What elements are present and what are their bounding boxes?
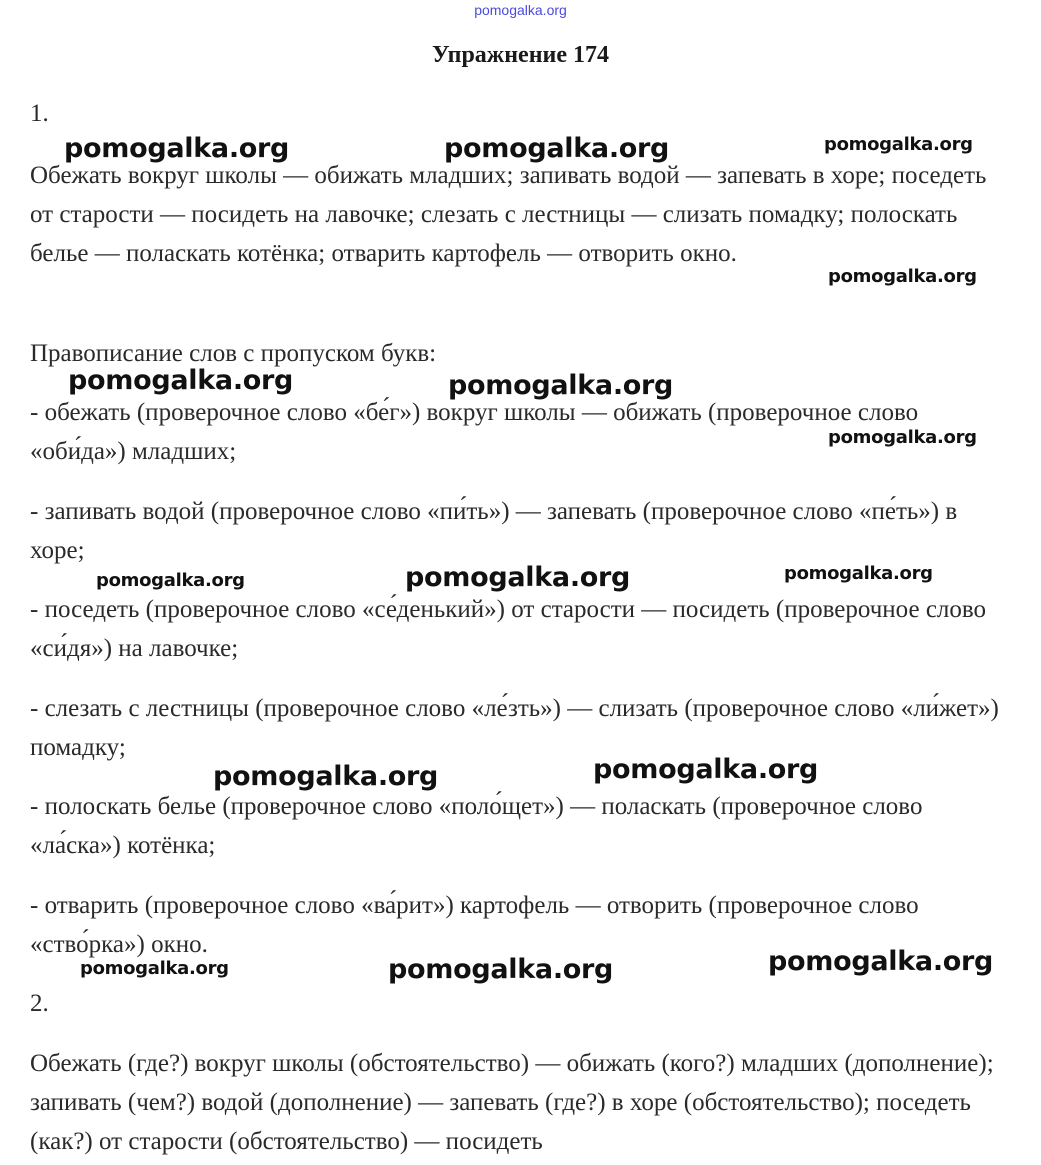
- watermark: pomogalka.org: [388, 954, 614, 985]
- paragraph-check-zapivat: - запивать водой (проверочное слово «пи́ть») — запевать (проверочное слово «пе́ть») в хоре;: [30, 498, 958, 564]
- watermark: pomogalka.org: [593, 754, 819, 785]
- watermark: pomogalka.org: [824, 134, 973, 155]
- paragraph-check-obezhat: - обежать (проверочное слово «бе́г») вокруг школы — обижать (проверочное слово «оби́да») младших;: [30, 399, 919, 465]
- watermark: pomogalka.org: [784, 563, 933, 584]
- watermark: pomogalka.org: [444, 133, 670, 164]
- watermark: pomogalka.org: [64, 133, 290, 164]
- page-title: Упражнение 174: [431, 42, 609, 68]
- watermark: pomogalka.org: [80, 958, 229, 979]
- paragraph-word-pairs: Обежать вокруг школы — обижать младших; запивать водой — запевать в хоре; поседеть от старости — посидеть на лавочке; слезать с лестницы — слизать помадку; полоскать белье — поласкать котёнка; отварить картофель — отворить окно.: [30, 162, 987, 267]
- paragraph-check-poloskat: - полоскать белье (проверочное слово «поло́щет») — поласкать (проверочное слово «ла́ска») котёнка;: [30, 793, 923, 859]
- watermark: pomogalka.org: [828, 266, 977, 287]
- watermark: pomogalka.org: [828, 427, 977, 448]
- site-header-watermark: pomogalka.org: [474, 2, 567, 18]
- watermark: pomogalka.org: [768, 946, 994, 977]
- section-number-1: 1.: [30, 100, 49, 127]
- watermark: pomogalka.org: [213, 761, 439, 792]
- paragraph-check-slezat: - слезать с лестницы (проверочное слово «ле́зть») — слизать (проверочное слово «ли́жет») помадку;: [30, 695, 999, 761]
- paragraph-check-otvarit: - отварить (проверочное слово «ва́рит») картофель — отворить (проверочное слово «ство́рка») окно.: [30, 892, 919, 958]
- paragraph-spelling-heading: Правописание слов с пропуском букв:: [30, 340, 437, 367]
- section-number-2: 2.: [30, 990, 49, 1017]
- paragraph-check-posedet: - поседеть (проверочное слово «се́денький») от старости — посидеть (проверочное слово «си́дя») на лавочке;: [30, 596, 987, 662]
- watermark: pomogalka.org: [96, 570, 245, 591]
- watermark: pomogalka.org: [68, 365, 294, 396]
- watermark: pomogalka.org: [448, 370, 674, 401]
- watermark: pomogalka.org: [405, 562, 631, 593]
- paragraph-sentence-parts: Обежать (где?) вокруг школы (обстоятельство) — обижать (кого?) младших (дополнение); запивать (чем?) водой (дополнение) — запевать (где?) в хоре (обстоятельство); поседеть (как?) от старости (обстоятельство) — посидеть: [30, 1050, 994, 1155]
